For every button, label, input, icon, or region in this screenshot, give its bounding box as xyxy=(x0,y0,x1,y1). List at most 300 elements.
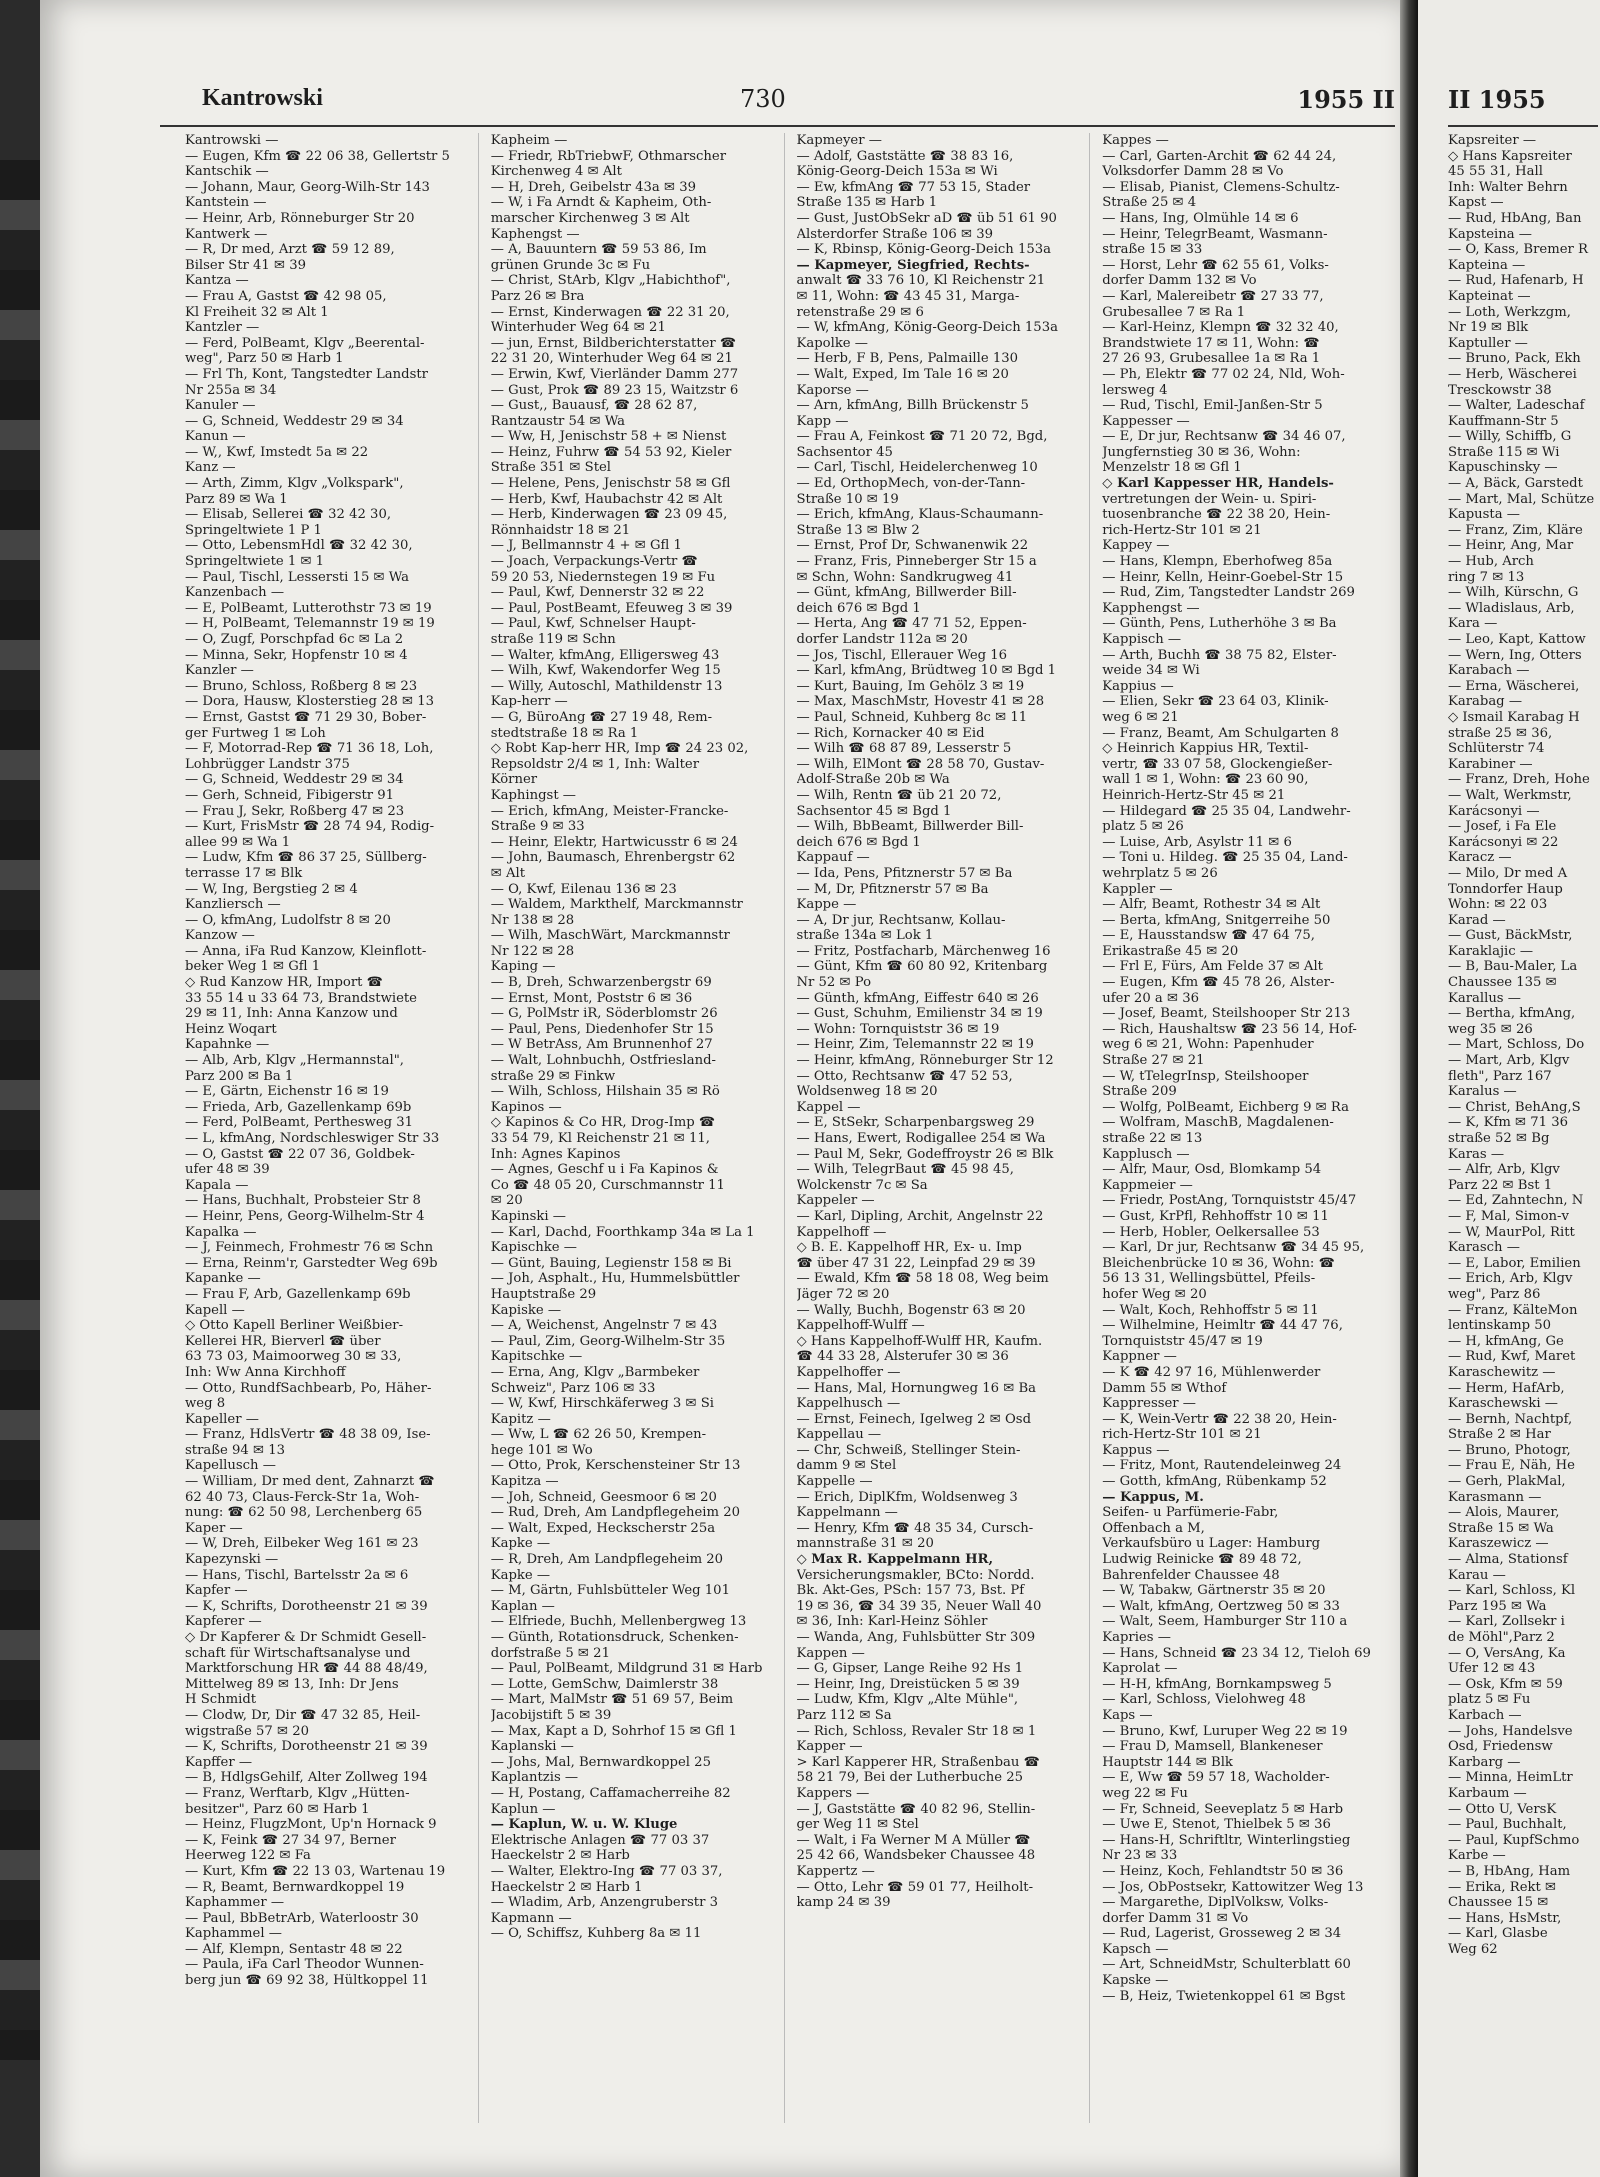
directory-entry-line: — K, Schrifts, Dorotheenstr 21 ✉ 39 xyxy=(185,1739,428,1755)
directory-entry-line: hofer Weg ✉ 20 xyxy=(1102,1286,1207,1302)
directory-entry-line: straße 22 ✉ 13 xyxy=(1102,1131,1203,1146)
directory-entry-line: 29 ✉ 11, Inh: Anna Kanzow und xyxy=(185,1006,398,1022)
directory-entry-line: Nr 122 ✉ 28 xyxy=(490,943,575,959)
directory-entry-line: Rantzaustr 54 ✉ Wa xyxy=(490,413,625,429)
directory-entry-line: — Elfriede, Buchh, Mellenbergweg 13 xyxy=(490,1614,747,1630)
directory-entry-line: Jäger 72 ✉ 20 xyxy=(796,1286,890,1302)
facing-entry-line: Kauffmann-Str 5 xyxy=(1448,413,1559,429)
directory-entry-line: Kapitschke — xyxy=(490,1349,583,1365)
directory-entry-line: wigstraße 57 ✉ 20 xyxy=(185,1723,309,1739)
facing-entry-line: Straße 115 ✉ Wi xyxy=(1448,444,1560,460)
directory-entry-line: ger Furtweg 1 ✉ Loh xyxy=(185,725,326,741)
directory-entry-line: Kappelhoff-Wulff — xyxy=(796,1318,925,1334)
directory-entry-line: — W, Ing, Bergstieg 2 ✉ 4 xyxy=(185,881,358,897)
directory-entry-line: — Paul, PostBeamt, Efeuweg 3 ✉ 39 xyxy=(490,600,733,616)
directory-entry-line: ◇ Robt Kap-herr HR, Imp ☎ 24 23 02, xyxy=(490,741,749,757)
directory-entry-line: Kanzler — xyxy=(185,663,254,679)
directory-entry-line: Kaper — xyxy=(185,1520,243,1536)
column-1 xyxy=(185,133,479,2123)
facing-entry-line: — E, Labor, Emilien xyxy=(1448,1255,1581,1271)
facing-entry-line: — B, HbAng, Ham xyxy=(1448,1863,1571,1879)
directory-entry-line: — Ferd, PolBeamt, Perthesweg 31 xyxy=(185,1115,414,1131)
facing-entry-line: — Christ, BehAng,S xyxy=(1448,1099,1581,1115)
directory-entry-line: — Agnes, Geschf u i Fa Kapinos & xyxy=(490,1162,719,1178)
directory-entry-line: H Schmidt xyxy=(185,1692,257,1708)
directory-entry-line: weg 22 ✉ Fu xyxy=(1102,1785,1188,1801)
directory-entry-line: Straße 25 ✉ 4 xyxy=(1102,195,1197,211)
facing-entry-line: Kara — xyxy=(1448,616,1498,632)
directory-entry-line: — Walt, Exped, Im Tale 16 ✉ 20 xyxy=(796,366,1009,382)
directory-entry-line: Kapanke — xyxy=(185,1271,261,1287)
directory-entry-line: — Erna, Reinm'r, Garstedter Weg 69b xyxy=(185,1255,438,1271)
directory-entry-line: Bk. Akt-Ges, PSch: 157 73, Bst. Pf xyxy=(796,1583,1025,1599)
directory-entry-line: Heerweg 122 ✉ Fa xyxy=(185,1848,311,1864)
directory-entry-line: Tornquiststr 45/47 ✉ 19 xyxy=(1102,1333,1263,1349)
directory-entry-line: — G, Gipser, Lange Reihe 92 Hs 1 xyxy=(796,1661,1024,1677)
directory-entry-line: — H, PolBeamt, Telemannstr 19 ✉ 19 xyxy=(185,616,435,632)
directory-entry-line: — Helene, Pens, Jenischstr 58 ✉ Gfl xyxy=(490,476,731,492)
directory-entry-line: Kantwerk — xyxy=(185,226,268,242)
facing-entry-line: Tresckowstr 38 xyxy=(1448,382,1552,398)
facing-entry-line: — Walter, Ladeschaf xyxy=(1448,398,1585,414)
directory-entry-line: — Erich, kfmAng, Klaus-Schaumann- xyxy=(796,507,1044,523)
directory-entry-line: — K, Rbinsp, König-Georg-Deich 153a xyxy=(796,242,1052,258)
facing-entry-line: straße 52 ✉ Bg xyxy=(1448,1131,1550,1146)
facing-entry-line: Karaklajic — xyxy=(1448,943,1534,959)
directory-entry-line: ✉ Schn, Wohn: Sandkrugweg 41 xyxy=(796,569,1014,585)
directory-entry-line: — Frl E, Fürs, Am Felde 37 ✉ Alt xyxy=(1102,959,1323,975)
directory-entry-line: — A, Weichenst, Angelnstr 7 ✉ 43 xyxy=(490,1318,718,1334)
facing-entry-line: — Alma, Stationsf xyxy=(1448,1552,1568,1568)
directory-entry-line: — Walt, Exped, Heckscherstr 25a xyxy=(490,1520,716,1536)
facing-entry-line: Karad — xyxy=(1448,912,1506,928)
facing-entry-line: — Frau E, Näh, He xyxy=(1448,1458,1575,1474)
directory-entry-line: — Bruno, Schloss, Roßberg 8 ✉ 23 xyxy=(185,678,418,694)
directory-entry-line: stedtstraße 18 ✉ Ra 1 xyxy=(490,725,639,741)
directory-entry-line: dorfstraße 5 ✉ 21 xyxy=(490,1645,610,1661)
facing-entry-line: — Karl, Schloss, Kl xyxy=(1448,1583,1576,1599)
directory-entry-line: Inh: Agnes Kapinos xyxy=(490,1146,621,1162)
directory-entry-line: 33 55 14 u 33 64 73, Brandstwiete xyxy=(185,990,417,1006)
directory-entry-line: Kappers — xyxy=(796,1785,870,1801)
directory-entry-line: Kapischke — xyxy=(490,1240,577,1256)
directory-entry-line: Kapahnke — xyxy=(185,1037,270,1053)
directory-entry-line: Alsterdorfer Straße 106 ✉ 39 xyxy=(796,226,993,242)
facing-entry-line: Nr 19 ✉ Blk xyxy=(1448,320,1529,336)
facing-entry-line: — Walt, Werkmstr, xyxy=(1448,787,1572,803)
directory-entry-line: Kap-herr — xyxy=(490,694,568,710)
facing-entry-line: Tonndorfer Haup xyxy=(1448,881,1563,897)
facing-entry-line: — Alois, Maurer, xyxy=(1448,1505,1560,1521)
directory-entry-line: Kapmeyer — xyxy=(796,133,882,148)
facing-entry-line: ◇ Ismail Karabag H xyxy=(1448,709,1580,725)
directory-entry-line: Kapmann — xyxy=(490,1910,572,1926)
directory-entry-line: — Elisab, Sellerei ☎ 32 42 30, xyxy=(185,507,392,523)
directory-entry-line: Kanun — xyxy=(185,429,246,445)
directory-entry-line: — J, Gaststätte ☎ 40 82 96, Stellin- xyxy=(796,1801,1036,1817)
directory-entry-line: Kapellusch — xyxy=(185,1458,276,1474)
directory-entry-line: — Frau D, Mamsell, Blankeneser xyxy=(1102,1739,1323,1755)
directory-entry-line: Kapell — xyxy=(185,1302,245,1318)
facing-entry-line: Kapsteina — xyxy=(1448,226,1532,242)
directory-entry-line: König-Georg-Deich 153a ✉ Wi xyxy=(796,164,998,180)
facing-entry-line: — F, Mal, Simon-v xyxy=(1448,1208,1569,1224)
facing-entry-line: — Erna, Wäscherei, xyxy=(1448,678,1580,694)
facing-entry-line: Kapuschinsky — xyxy=(1448,460,1558,476)
directory-entry-line: — Otto, Lehr ☎ 59 01 77, Heilholt- xyxy=(796,1879,1034,1895)
directory-entry-line: — Frieda, Arb, Gazellenkamp 69b xyxy=(185,1099,412,1115)
directory-entry-line: Kapffer — xyxy=(185,1754,253,1770)
directory-entry-line: — Eugen, Kfm ☎ 45 78 26, Alster- xyxy=(1102,975,1335,991)
directory-entry-line: — E, Ww ☎ 59 57 18, Wacholder- xyxy=(1102,1770,1330,1786)
directory-entry-line: — Rud, Tischl, Emil-Janßen-Str 5 xyxy=(1102,398,1323,414)
directory-entry-line: Kapalka — xyxy=(185,1224,257,1240)
directory-entry-line: Kapries — xyxy=(1102,1630,1171,1645)
directory-entry-line: Kappeler — xyxy=(796,1193,875,1209)
directory-entry-line: Kapala — xyxy=(185,1177,249,1193)
directory-entry-line: — Hans-H, Schriftltr, Winterlingstieg xyxy=(1102,1832,1351,1848)
facing-entry-line: Kapusta — xyxy=(1448,507,1520,523)
directory-entry-line: — Wilh, Rentn ☎ üb 21 20 72, xyxy=(796,787,1002,803)
directory-entry-line: — Elien, Sekr ☎ 23 64 03, Klinik- xyxy=(1102,694,1329,710)
directory-entry-line: — H, Dreh, Geibelstr 43a ✉ 39 xyxy=(490,179,697,195)
directory-entry-line: — Uwe E, Stenot, Thielbek 5 ✉ 36 xyxy=(1102,1817,1331,1833)
directory-entry-line: Kaporse — xyxy=(796,382,869,398)
directory-entry-line: Kanzow — xyxy=(185,928,255,944)
directory-entry-line: Straße 13 ✉ Blw 2 xyxy=(796,522,920,538)
directory-entry-line: — Günt, kfmAng, Billwerder Bill- xyxy=(796,585,1017,601)
directory-entry-line: — Kurt, Kfm ☎ 22 13 03, Wartenau 19 xyxy=(185,1863,446,1879)
directory-entry-line: — O, Zugf, Porschpfad 6c ✉ La 2 xyxy=(185,632,404,647)
directory-entry-line: ◇ Max R. Kappelmann HR, xyxy=(796,1552,994,1568)
directory-entry-line: — Ernst, Gastst ☎ 71 29 30, Bober- xyxy=(185,709,427,725)
directory-entry-line: straße 119 ✉ Schn xyxy=(490,632,616,647)
directory-entry-line: nung: ☎ 62 50 98, Lerchenberg 65 xyxy=(185,1505,423,1521)
directory-entry-line: ◇ Otto Kapell Berliner Weißbier- xyxy=(185,1318,404,1334)
facing-entry-line: Karbach — xyxy=(1448,1707,1522,1723)
directory-entry-line: tuosenbranche ☎ 22 38 20, Hein- xyxy=(1102,507,1331,523)
directory-entry-line: Kappelle — xyxy=(796,1474,873,1490)
directory-entry-line: Kanz — xyxy=(185,460,236,476)
directory-entry-line: — Franz, Beamt, Am Schulgarten 8 xyxy=(1102,725,1339,741)
directory-entry-line: — Frau F, Arb, Gazellenkamp 69b xyxy=(185,1286,411,1302)
facing-entry-line: Kaptuller — xyxy=(1448,335,1528,351)
page-header xyxy=(160,85,1395,127)
directory-entry-line: — Paul, PolBeamt, Mildgrund 31 ✉ Harb xyxy=(490,1661,763,1677)
directory-entry-line: — Anna, iFa Rud Kanzow, Kleinflott- xyxy=(185,943,427,959)
directory-entry-line: Kaping — xyxy=(490,959,556,975)
directory-entry-line: — Rud, Lagerist, Grosseweg 2 ✉ 34 xyxy=(1102,1926,1342,1942)
facing-entry-line: Straße 15 ✉ Wa xyxy=(1448,1520,1554,1536)
directory-entry-line: weg 8 xyxy=(185,1396,226,1412)
directory-entry-line: weg 6 ✉ 21, Wohn: Papenhuder xyxy=(1102,1037,1314,1053)
facing-entry-line: Karabiner — xyxy=(1448,756,1533,772)
directory-entry-line: Kaphammer — xyxy=(185,1895,285,1911)
directory-entry-line: Nr 138 ✉ 28 xyxy=(490,912,575,928)
directory-entry-line: — B, Dreh, Schwarzenbergstr 69 xyxy=(490,975,712,991)
directory-entry-line: Kaphengst — xyxy=(490,226,580,242)
directory-entry-line: — Elisab, Pianist, Clemens-Schultz- xyxy=(1102,179,1340,195)
directory-entry-line: — Paul, Tischl, Lessersti 15 ✉ Wa xyxy=(185,569,410,585)
facing-entry-line: — Herb, Wäscherei xyxy=(1448,366,1577,382)
facing-page-header: II 1955 xyxy=(1448,85,1598,127)
facing-entry-line: weg", Parz 86 xyxy=(1448,1286,1541,1302)
directory-entry-line: — Wilh, Kwf, Wakendorfer Weg 15 xyxy=(490,663,721,679)
facing-entry-line: Chaussee 15 ✉ xyxy=(1448,1895,1549,1911)
directory-entry-line: — Rich, Haushaltsw ☎ 23 56 14, Hof- xyxy=(1102,1021,1357,1037)
directory-entry-line: Heinz Woqart xyxy=(185,1021,277,1037)
directory-entry-line: — Günt, Kfm ☎ 60 80 92, Kritenbarg xyxy=(796,959,1048,975)
directory-entry-line: — Berta, kfmAng, Snitgerreihe 50 xyxy=(1102,912,1331,928)
directory-entry-line: Nr 52 ✉ Po xyxy=(796,975,872,991)
directory-entry-line: wehrplatz 5 ✉ 26 xyxy=(1102,865,1218,881)
directory-entry-line: 25 42 66, Wandsbeker Chaussee 48 xyxy=(796,1848,1036,1864)
directory-entry-line: rich-Hertz-Str 101 ✉ 21 xyxy=(1102,1427,1262,1443)
facing-entry-line: — O, Kass, Bremer R xyxy=(1448,242,1588,258)
directory-entry-line: — Mart, MalMstr ☎ 51 69 57, Beim xyxy=(490,1692,734,1708)
directory-entry-line: — Ww, L ☎ 62 26 50, Krempen- xyxy=(490,1427,707,1443)
directory-entry-line: — Clodw, Dr, Dir ☎ 47 32 85, Heil- xyxy=(185,1707,421,1723)
facing-entry-line: — Paul, KupfSchmo xyxy=(1448,1832,1580,1848)
facing-entry-line: — Franz, KälteMon xyxy=(1448,1302,1578,1318)
directory-entry-line: — Erich, kfmAng, Meister-Francke- xyxy=(490,803,729,819)
directory-entry-line: — Minna, Sekr, Hopfenstr 10 ✉ 4 xyxy=(185,647,408,663)
directory-entry-line: — Hans, Mal, Hornungweg 16 ✉ Ba xyxy=(796,1380,1037,1396)
facing-entry-line: — K, Kfm ✉ 71 36 xyxy=(1448,1115,1569,1131)
directory-entry-line: — Wladim, Arb, Anzengruberstr 3 xyxy=(490,1895,718,1911)
directory-entry-line: — K, Schrifts, Dorotheenstr 21 ✉ 39 xyxy=(185,1598,428,1614)
facing-entry-line: Karallus — xyxy=(1448,990,1521,1006)
directory-entry-line: Wolckenstr 7c ✉ Sa xyxy=(796,1177,928,1193)
directory-entry-line: allee 99 ✉ Wa 1 xyxy=(185,834,291,850)
directory-entry-line: ufer 20 a ✉ 36 xyxy=(1102,990,1199,1006)
directory-entry-line: — Hans, Schneid ☎ 23 34 12, Tieloh 69 xyxy=(1102,1645,1371,1661)
directory-entry-line: Nr 23 ✉ 33 xyxy=(1102,1848,1178,1864)
directory-entry-line: Kl Freiheit 32 ✉ Alt 1 xyxy=(185,304,329,320)
directory-entry-line: Kappey — xyxy=(1102,538,1170,554)
directory-entry-line: — W, Kwf, Hirschkäferweg 3 ✉ Si xyxy=(490,1396,715,1412)
directory-entry-line: — Ferd, PolBeamt, Klgv „Beerental- xyxy=(185,335,425,351)
facing-entry-line: Karas — xyxy=(1448,1146,1505,1162)
facing-entry-line: — Herm, HafArb, xyxy=(1448,1380,1565,1396)
directory-entry-line: Kapitza — xyxy=(490,1474,559,1490)
directory-entry-line: Kanzenbach — xyxy=(185,585,285,601)
directory-entry-line: Kanzliersch — xyxy=(185,897,281,913)
facing-entry-line: platz 5 ✉ Fu xyxy=(1448,1692,1531,1708)
directory-entry-line: — Margarethe, DiplVolksw, Volks- xyxy=(1102,1895,1329,1911)
directory-entry-line: — Frau A, Feinkost ☎ 71 20 72, Bgd, xyxy=(796,429,1048,445)
directory-entry-line: Kaplantzis — xyxy=(490,1770,579,1786)
facing-entry-line: — Gerh, PlakMal, xyxy=(1448,1474,1566,1490)
directory-entry-line: Kaprolat — xyxy=(1102,1661,1178,1677)
directory-entry-line: — Eugen, Kfm ☎ 22 06 38, Gellertstr 5 xyxy=(185,148,450,164)
directory-entry-line: Kaps — xyxy=(1102,1707,1153,1723)
facing-entry-line: — Franz, Zim, Kläre xyxy=(1448,522,1583,538)
directory-entry-line: — Paul, Kwf, Schnelser Haupt- xyxy=(490,616,696,632)
directory-entry-line: ◇ Hans Kappelhoff-Wulff HR, Kaufm. xyxy=(796,1333,1043,1349)
directory-entry-line: — Josef, Beamt, Steilshooper Str 213 xyxy=(1102,1006,1351,1022)
directory-entry-line: vertr, ☎ 33 07 58, Glockengießer- xyxy=(1102,756,1333,772)
facing-entry-line: — Minna, HeimLtr xyxy=(1448,1770,1573,1786)
facing-entry-line: Karaschewski — xyxy=(1448,1396,1558,1412)
directory-entry-line: Kappius — xyxy=(1102,678,1174,694)
directory-entry-line: — Günth, Rotationsdruck, Schenken- xyxy=(490,1630,739,1645)
facing-entry-line: Chaussee 135 ✉ xyxy=(1448,975,1557,991)
directory-entry-line: — Hans, Klempn, Eberhofweg 85a xyxy=(1102,554,1333,570)
column-3 xyxy=(797,133,1091,2123)
directory-entry-line: — jun, Ernst, Bildberichterstatter ☎ xyxy=(490,335,737,351)
directory-entry-line: — Wohn: Tornquiststr 36 ✉ 19 xyxy=(796,1021,1000,1037)
directory-entry-line: — Ww, H, Jenischstr 58 + ✉ Nienst xyxy=(490,429,727,445)
directory-entry-line: Mittelweg 89 ✉ 13, Inh: Dr Jens xyxy=(185,1676,399,1692)
directory-entry-line: Kappesser — xyxy=(1102,413,1190,429)
directory-entry-line: Kappelmann — xyxy=(796,1505,898,1521)
directory-entry-line: Kappen — xyxy=(796,1645,865,1661)
facing-entry-line: ◇ Hans Kapsreiter xyxy=(1448,148,1572,164)
directory-entry-line: Kanuler — xyxy=(185,398,256,414)
directory-entry-line: Ludwig Reinicke ☎ 89 48 72, xyxy=(1102,1552,1302,1568)
facing-entry-line: — O, VersAng, Ka xyxy=(1448,1645,1566,1661)
directory-entry-line: — Hans, Ewert, Rodigallee 254 ✉ Wa xyxy=(796,1131,1046,1146)
directory-entry-line: — Jos, ObPostsekr, Kattowitzer Weg 13 xyxy=(1102,1879,1364,1895)
directory-entry-line: Kappes — xyxy=(1102,133,1169,148)
directory-entry-line: — Frau A, Gastst ☎ 42 98 05, xyxy=(185,288,387,304)
directory-entry-line: Marktforschung HR ☎ 44 88 48/49, xyxy=(185,1661,428,1677)
directory-entry-line: — Gerh, Schneid, Fibigerstr 91 xyxy=(185,787,395,803)
facing-entry-line: Kapteina — xyxy=(1448,257,1526,273)
directory-entry-line: Heinrich-Hertz-Str 45 ✉ 21 xyxy=(1102,787,1286,803)
directory-entry-line: — W, Tabakw, Gärtnerstr 35 ✉ 20 xyxy=(1102,1583,1326,1599)
directory-entry-line: Kappertz — xyxy=(796,1863,875,1879)
directory-entry-line: — Otto, LebensmHdl ☎ 32 42 30, xyxy=(185,538,413,554)
directory-entry-line: Elektrische Anlagen ☎ 77 03 37 xyxy=(490,1832,710,1848)
directory-entry-line: 59 20 53, Niedernstegen 19 ✉ Fu xyxy=(490,569,716,585)
directory-entry-line: — Alfr, Beamt, Rothestr 34 ✉ Alt xyxy=(1102,897,1321,913)
directory-entry-line: Kaplanski — xyxy=(490,1739,574,1755)
directory-entry-line: — Franz, HdlsVertr ☎ 48 38 09, Ise- xyxy=(185,1427,431,1443)
directory-entry-line: Kirchenweg 4 ✉ Alt xyxy=(490,164,622,180)
facing-entry-line: Karbe — xyxy=(1448,1848,1506,1864)
directory-entry-line: — Rich, Kornacker 40 ✉ Eid xyxy=(796,725,985,741)
directory-entry-line: — Arth, Zimm, Klgv „Volkspark", xyxy=(185,476,404,492)
facing-entry-line: — A, Bäck, Garstedt xyxy=(1448,476,1583,492)
directory-entry-line: — Friedr, RbTriebwF, Othmarscher xyxy=(490,148,727,164)
column-2 xyxy=(491,133,785,2123)
directory-entry-line: Kappe — xyxy=(796,897,857,913)
directory-entry-line: — Fritz, Mont, Rautendeleinweg 24 xyxy=(1102,1458,1342,1474)
directory-entry-line: besitzer", Parz 60 ✉ Harb 1 xyxy=(185,1801,370,1817)
facing-page xyxy=(1418,0,1600,2177)
directory-entry-line: Kapolke — xyxy=(796,335,868,351)
facing-entry-line: — Bruno, Pack, Ekh xyxy=(1448,351,1581,367)
directory-entry-line: — Heinz, FlugzMont, Up'n Hornack 9 xyxy=(185,1817,437,1833)
directory-entry-line: — Walt, kfmAng, Oertzweg 50 ✉ 33 xyxy=(1102,1598,1340,1614)
directory-entry-line: straße 134a ✉ Lok 1 xyxy=(796,928,934,944)
directory-entry-line: Bahrenfelder Chaussee 48 xyxy=(1102,1567,1280,1583)
directory-entry-line: — Heinz, Koch, Fehlandtstr 50 ✉ 36 xyxy=(1102,1863,1344,1879)
directory-entry-line: — Otto, RundfSachbearb, Po, Häher- xyxy=(185,1380,432,1396)
directory-entry-line: — Paul, Schneid, Kuhberg 8c ✉ 11 xyxy=(796,709,1028,725)
facing-entry-line: — Johs, Handelsve xyxy=(1448,1723,1573,1739)
directory-entry-line: damm 9 ✉ Stel xyxy=(796,1458,897,1474)
directory-entry-line: — Frau J, Sekr, Roßberg 47 ✉ 23 xyxy=(185,803,405,819)
directory-entry-line: — Lotte, GemSchw, Daimlerstr 38 xyxy=(490,1676,719,1692)
directory-entry-line: — Heinr, Ing, Dreistücken 5 ✉ 39 xyxy=(796,1676,1020,1692)
directory-entry-line: Kaphammel — xyxy=(185,1926,282,1942)
directory-entry-line: — Wally, Buchh, Bogenstr 63 ✉ 20 xyxy=(796,1302,1026,1318)
directory-entry-line: — A, Bauuntern ☎ 59 53 86, Im xyxy=(490,242,707,258)
directory-entry-line: — William, Dr med dent, Zahnarzt ☎ xyxy=(185,1474,435,1490)
facing-entry-line: — Erika, Rekt ✉ xyxy=(1448,1879,1557,1895)
directory-entry-line: Straße 27 ✉ 21 xyxy=(1102,1053,1205,1069)
facing-entry-line: — Josef, i Fa Ele xyxy=(1448,819,1557,835)
directory-entry-line: — Franz, Werftarb, Klgv „Hütten- xyxy=(185,1785,410,1801)
facing-entry-line: Kapst — xyxy=(1448,195,1504,211)
facing-entry-line: Karabach — xyxy=(1448,663,1530,679)
facing-entry-line: — B, Bau-Maler, La xyxy=(1448,959,1578,975)
directory-entry-line: Offenbach a M, xyxy=(1102,1520,1205,1536)
directory-entry-line: Straße 209 xyxy=(1102,1084,1177,1100)
facing-entry-line: 45 55 31, Hall xyxy=(1448,164,1543,180)
directory-entry-line: — R, Beamt, Bernwardkoppel 19 xyxy=(185,1879,405,1895)
directory-entry-line: — Paula, iFa Carl Theodor Wunnen- xyxy=(185,1957,424,1973)
directory-entry-line: 62 40 73, Claus-Ferck-Str 1a, Woh- xyxy=(185,1489,420,1505)
directory-entry-line: — Walt, Koch, Rehhoffstr 5 ✉ 11 xyxy=(1102,1302,1319,1318)
directory-entry-line: — Wilh, TelegrBaut ☎ 45 98 45, xyxy=(796,1162,1014,1178)
directory-entry-line: — Paul, Zim, Georg-Wilhelm-Str 35 xyxy=(490,1333,726,1349)
facing-entry-line: — Karl, Glasbe xyxy=(1448,1926,1548,1942)
directory-entry-line: Kappner — xyxy=(1102,1349,1177,1365)
directory-entry-line: dorfer Damm 132 ✉ Vo xyxy=(1102,273,1257,289)
directory-entry-line: Kapfer — xyxy=(185,1583,248,1599)
facing-entry-line: lentinskamp 50 xyxy=(1448,1318,1552,1334)
directory-entry-line: — Johs, Mal, Bernwardkoppel 25 xyxy=(490,1754,711,1770)
facing-entry-line: — Ed, Zahntechn, N xyxy=(1448,1193,1584,1209)
facing-entry-line: Parz 22 ✉ Bst 1 xyxy=(1448,1177,1553,1193)
directory-entry-line: grünen Grunde 3c ✉ Fu xyxy=(490,257,651,273)
directory-entry-line: — Wilh, ElMont ☎ 28 58 70, Gustav- xyxy=(796,756,1045,772)
directory-entry-line: Kappmeier — xyxy=(1102,1177,1193,1193)
directory-entry-line: — Gotth, kfmAng, Rübenkamp 52 xyxy=(1102,1474,1327,1490)
directory-entry-line: — Hans, Buchhalt, Probsteier Str 8 xyxy=(185,1193,421,1209)
directory-entry-line: — Joh, Asphalt., Hu, Hummelsbüttler xyxy=(490,1271,740,1287)
directory-entry-line: — E, StSekr, Scharpenbargsweg 29 xyxy=(796,1115,1035,1131)
directory-entry-line: 22 31 20, Winterhuder Weg 64 ✉ 21 xyxy=(490,351,733,367)
directory-entry-line: — Paul, Pens, Diedenhofer Str 15 xyxy=(490,1021,714,1037)
directory-entry-line: — Gust, JustObSekr aD ☎ üb 51 61 90 xyxy=(796,210,1057,226)
directory-entry-line: — Erna, Ang, Klgv „Barmbeker xyxy=(490,1364,700,1380)
directory-entry-line: ◇ Dr Kapferer & Dr Schmidt Gesell- xyxy=(185,1630,427,1645)
directory-entry-line: Parz 26 ✉ Bra xyxy=(490,288,585,304)
directory-entry-line: — Ludw, Kfm, Klgv „Alte Mühle", xyxy=(796,1692,1019,1708)
directory-entry-line: hege 101 ✉ Wo xyxy=(490,1442,593,1458)
facing-entry-line: Karalus — xyxy=(1448,1084,1517,1100)
directory-entry-line: straße 29 ✉ Finkw xyxy=(490,1068,616,1084)
directory-entry-line: Kappellau — xyxy=(796,1427,882,1443)
directory-entry-line: — W BetrAss, Am Brunnenhof 27 xyxy=(490,1037,713,1053)
directory-entry-line: — K, Wein-Vertr ☎ 22 38 20, Hein- xyxy=(1102,1411,1337,1427)
directory-entry-line: — Karl, Dr jur, Rechtsanw ☎ 34 45 95, xyxy=(1102,1240,1365,1256)
facing-entry-line: — Franz, Dreh, Hohe xyxy=(1448,772,1590,788)
directory-entry-line: — H, Postang, Caffamacherreihe 82 xyxy=(490,1785,731,1801)
directory-entry-line: ◇ Rud Kanzow HR, Import ☎ xyxy=(185,975,384,991)
directory-entry-line: — Wolfg, PolBeamt, Eichberg 9 ✉ Ra xyxy=(1102,1099,1350,1115)
page-number: 730 xyxy=(740,85,786,113)
directory-entry-line: — G, Schneid, Weddestr 29 ✉ 34 xyxy=(185,413,404,429)
facing-entry-line: Karaszewicz — xyxy=(1448,1536,1549,1552)
facing-entry-line: straße 25 ✉ 36, xyxy=(1448,725,1553,741)
directory-entry-line: — Carl, Garten-Archit ☎ 62 44 24, xyxy=(1102,148,1337,164)
